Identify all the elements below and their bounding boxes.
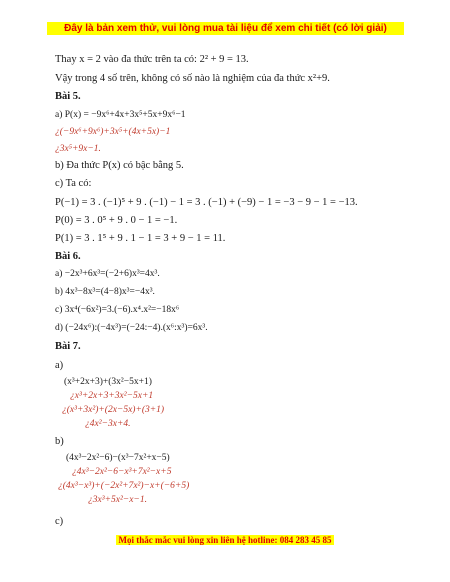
bai5-b: b) Đa thức P(x) có bậc bằng 5. (55, 160, 184, 171)
hotline-text: Mọi thắc mắc vui lòng xin liên hệ hotline: 084 283 45 85 (118, 535, 332, 545)
paragraph-conclusion: Vậy trong 4 số trên, không có số nào là nghiệm của đa thức x²+9. (55, 73, 330, 84)
bai6-d: d) (−24x⁶):(−4x³)=(−24:−4).(x⁶:x³)=6x³. (55, 323, 208, 333)
bai7-a-line3: ¿(x³+3x²)+(2x−5x)+(3+1) (62, 405, 165, 415)
bai7-a-line2: ¿x³+2x+3+3x²−5x+1 (70, 391, 154, 401)
hotline-footer (0, 535, 450, 545)
heading-bai-7: Bài 7. (55, 341, 81, 352)
bai7-b-label: b) (55, 436, 64, 447)
bai5-c-line2: P(0) = 3 . 0⁵ + 9 . 0 − 1 = −1. (55, 215, 178, 226)
bai5-c-line3: P(1) = 3 . 1⁵ + 9 . 1 − 1 = 3 + 9 − 1 = 11. (55, 233, 226, 244)
bai7-b-line4: ¿3x³+5x²−x−1. (88, 495, 147, 505)
heading-bai-5: Bài 5. (55, 91, 81, 102)
heading-bai-6: Bài 6. (55, 251, 81, 262)
preview-banner: Đây là bản xem thử, vui lòng mua tài liệu để xem chi tiết (có lời giải) (47, 22, 404, 35)
bai5-a-line2: ¿(−9x⁶+9x⁶)+3x⁵+(4x+5x)−1 (55, 127, 171, 137)
bai7-a-line1: (x³+2x+3)+(3x²−5x+1) (64, 377, 152, 387)
bai6-c: c) 3x⁴(−6x²)=3.(−6).x⁴.x²=−18x⁶ (55, 305, 180, 315)
bai7-a-line4: ¿4x²−3x+4. (85, 419, 131, 429)
bai7-b-line1: (4x³−2x²−6)−(x³−7x²+x−5) (66, 453, 170, 463)
bai7-b-line2: ¿4x³−2x²−6−x³+7x²−x+5 (72, 467, 172, 477)
bai5-a-line3: ¿3x⁵+9x−1. (55, 144, 101, 154)
bai7-b-line3: ¿(4x³−x³)+(−2x²+7x²)−x+(−6+5) (58, 481, 190, 491)
bai7-a-label: a) (55, 360, 64, 371)
bai7-c-label: c) (55, 516, 64, 527)
bai5-a-line1: a) P(x) = −9x⁶+4x+3x⁵+5x+9x⁶−1 (55, 110, 186, 120)
bai5-c: c) Ta có: (55, 178, 92, 189)
bai5-c-line1: P(−1) = 3 . (−1)⁵ + 9 . (−1) − 1 = 3 . (−1) + (−9) − 1 = −3 − 9 − 1 = −13. (55, 197, 358, 208)
bai6-a: a) −2x³+6x³=(−2+6)x³=4x³. (55, 269, 160, 279)
paragraph-substitution: Thay x = 2 vào đa thức trên ta có: 2² + 9 = 13. (55, 54, 249, 65)
bai6-b: b) 4x³−8x³=(4−8)x³=−4x³. (55, 287, 155, 297)
